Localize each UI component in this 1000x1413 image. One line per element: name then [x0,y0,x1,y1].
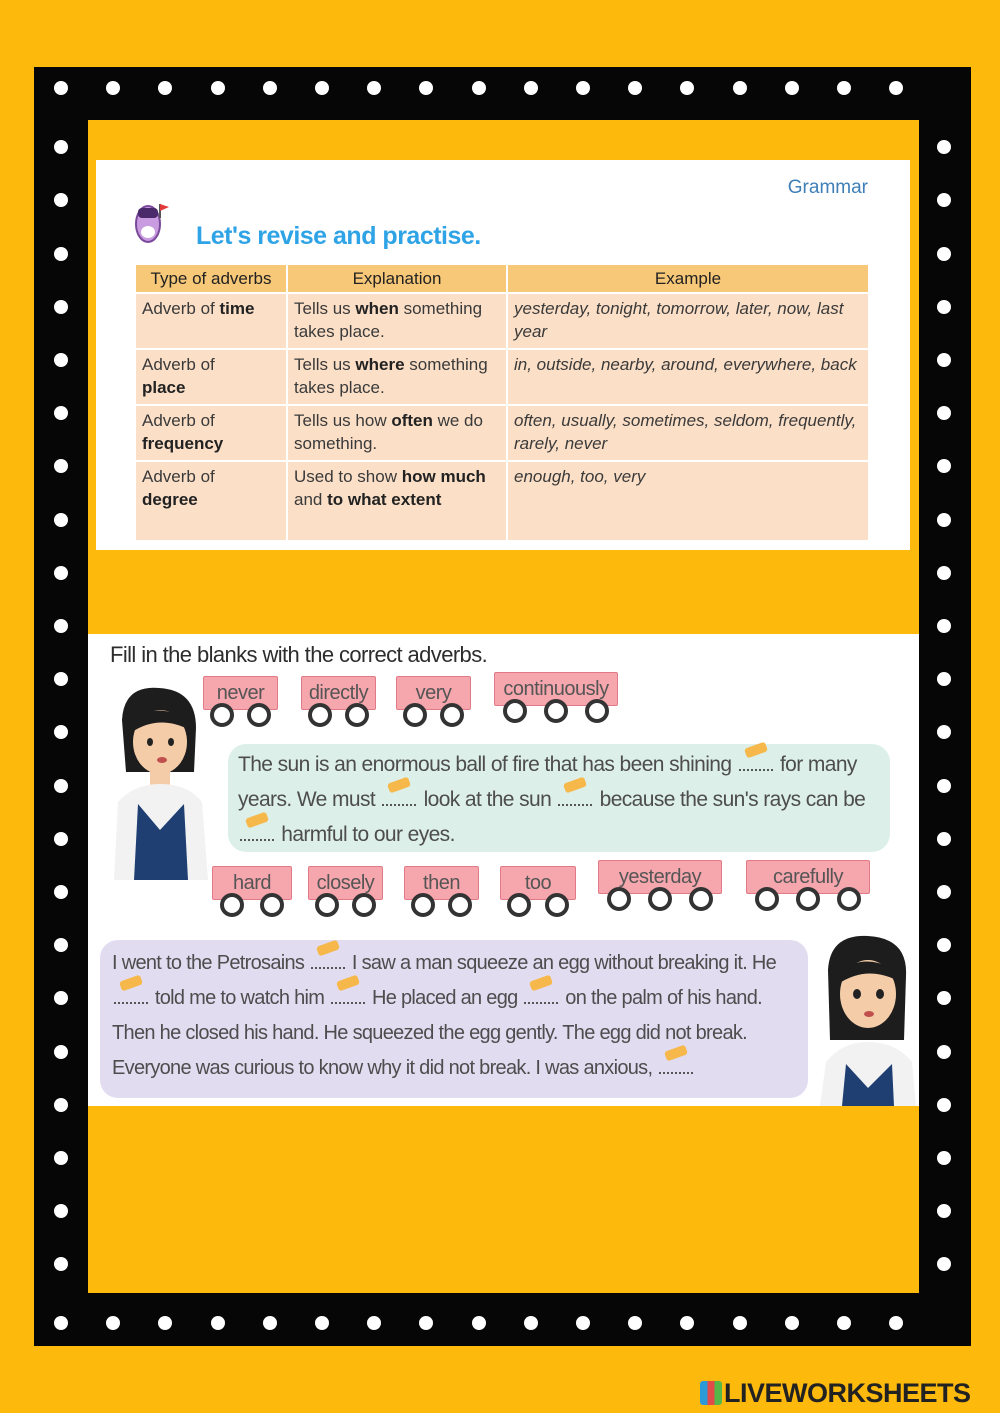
frame-dot [937,1204,951,1218]
frame-dot [889,81,903,95]
frame-dot [937,406,951,420]
liveworksheets-logo[interactable] [700,1378,971,1409]
passage-text: for many years. We must [238,753,857,811]
wheel-icon [210,703,234,727]
frame-dot [937,300,951,314]
word-wagon [746,860,870,916]
wheel-icon [352,893,376,917]
wagon-wheels [203,703,278,729]
logo-icon [700,1381,722,1405]
frame-dot [54,1316,68,1330]
passage-text: on the palm of his hand. Then he closed his hand. He squeezed the egg gently. The egg did not break. Everyone was curious to know why it did not break. I was anxious, [112,987,762,1079]
answer-blank[interactable] [739,755,773,771]
word-chip: yesterday [598,860,722,894]
frame-dot [367,1316,381,1330]
frame-dot [576,81,590,95]
wheel-icon [607,887,631,911]
frame-dot [889,1316,903,1330]
frame-dot [54,193,68,207]
frame-dot [680,81,694,95]
frame-dot [937,619,951,633]
table-row [136,462,868,540]
word-wagon [301,676,376,732]
frame-dot [158,1316,172,1330]
word-chip: continuously [494,672,618,706]
frame-dot [54,140,68,154]
wheel-icon [220,893,244,917]
answer-blank[interactable] [558,790,592,806]
frame-dot [54,991,68,1005]
answer-blank[interactable] [659,1058,693,1074]
answer-blank[interactable] [382,790,416,806]
frame-dot [576,1316,590,1330]
explanation-cell: Tells us where something takes place. [288,350,506,404]
passage-text: I went to the Petrosains [112,952,310,974]
frame-dot [54,353,68,367]
wheel-icon [260,893,284,917]
wheel-icon [544,699,568,723]
wagon-wheels [396,703,471,729]
explanation-cell: Tells us when something takes place. [288,294,506,348]
wagon-wheels [746,887,870,913]
passage-text: The sun is an enormous ball of fire that has been shining [238,753,737,776]
wheel-icon [648,887,672,911]
explanation-cell: Used to show how much and to what extent [288,462,506,540]
wheel-icon [837,887,861,911]
table-row [136,350,868,404]
frame-dot [628,81,642,95]
wagon-wheels [500,893,576,919]
frame-dot [54,300,68,314]
frame-dot [733,81,747,95]
wagon-wheels [598,887,722,913]
wheel-icon [315,893,339,917]
word-chip: never [203,676,278,710]
passage-text: because the sun's rays can be [594,788,866,811]
passage-text: told me to watch him [150,987,330,1009]
passage-text: harmful to our eyes. [276,823,455,846]
passage-text: look at the sun [418,788,557,811]
wheel-icon [440,703,464,727]
wheel-icon [345,703,369,727]
frame-dot [54,1045,68,1059]
frame-dot [937,247,951,261]
passage-text: He placed an egg [367,987,523,1009]
word-chip: carefully [746,860,870,894]
explanation-cell: Tells us how often we do something. [288,406,506,460]
frame-dot [785,81,799,95]
frame-dot [937,459,951,473]
frame-dot [54,247,68,261]
frame-dot [937,513,951,527]
table-row [136,294,868,348]
frame-dot [158,81,172,95]
frame-dot [54,1204,68,1218]
answer-blank[interactable] [331,988,365,1004]
frame-dot [524,81,538,95]
word-chip: too [500,866,576,900]
type-cell: Adverb of degree [136,462,286,540]
word-wagon [494,672,618,728]
schoolgirl-left-image [104,680,214,880]
word-wagon [203,676,278,732]
grammar-card [96,160,910,550]
frame-dot [263,1316,277,1330]
frame-dot [733,1316,747,1330]
frame-dot [837,1316,851,1330]
wagon-wheels [494,699,618,725]
frame-dot [937,1098,951,1112]
wheel-icon [796,887,820,911]
answer-blank[interactable] [311,953,345,969]
frame-dot [837,81,851,95]
wheel-icon [403,703,427,727]
frame-dot [106,1316,120,1330]
frame-dot [54,1098,68,1112]
frame-dot [472,81,486,95]
adverb-table [134,263,870,542]
frame-dot [937,779,951,793]
section-label: Grammar [787,177,868,198]
col-header-explanation: Explanation [288,265,506,292]
wagon-wheels [301,703,376,729]
frame-dot [524,1316,538,1330]
answer-blank[interactable] [114,988,148,1004]
example-cell: in, outside, nearby, around, everywhere, back [508,350,868,404]
wagon-wheels [212,893,292,919]
word-wagon [500,866,576,922]
exercise-card [88,634,919,1106]
type-cell: Adverb of place [136,350,286,404]
frame-dot [628,1316,642,1330]
frame-dot [211,81,225,95]
frame-dot [937,1045,951,1059]
passage-text: I saw a man squeeze an egg without breaking it. He [347,952,777,974]
word-chip: directly [301,676,376,710]
frame-dot [54,725,68,739]
word-wagon [396,676,471,732]
frame-dot [367,81,381,95]
wheel-icon [503,699,527,723]
wagon-wheels [404,893,479,919]
frame-dot [54,566,68,580]
frame-dot [937,885,951,899]
wheel-icon [507,893,531,917]
table-header-row [136,265,868,292]
word-chip: hard [212,866,292,900]
frame-dot [937,566,951,580]
frame-dot [937,991,951,1005]
frame-dot [937,832,951,846]
page-heading: Let's revise and practise. [196,222,481,250]
word-wagon [598,860,722,916]
wheel-icon [411,893,435,917]
frame-dot [54,938,68,952]
frame-dot [54,459,68,473]
frame-dot [54,1257,68,1271]
robot-mascot-icon [134,190,170,246]
type-cell: Adverb of time [136,294,286,348]
frame-dot [54,832,68,846]
wheel-icon [308,703,332,727]
frame-dot [315,81,329,95]
wheel-icon [448,893,472,917]
wheel-icon [545,893,569,917]
answer-blank[interactable] [524,988,558,1004]
frame-dot [54,81,68,95]
word-wagon [308,866,383,922]
frame-dot [315,1316,329,1330]
wheel-icon [755,887,779,911]
frame-dot [263,81,277,95]
frame-dot [54,1151,68,1165]
frame-dot [472,1316,486,1330]
frame-dot [937,938,951,952]
col-header-type: Type of adverbs [136,265,286,292]
frame-dot [785,1316,799,1330]
wheel-icon [247,703,271,727]
answer-blank[interactable] [240,825,274,841]
word-chip: closely [308,866,383,900]
schoolgirl-right-image [812,930,919,1106]
frame-dot [937,193,951,207]
frame-dot [211,1316,225,1330]
frame-dot [937,672,951,686]
frame-dot [54,619,68,633]
brand-name: LIVEWORKSHEETS [724,1378,971,1408]
example-cell: often, usually, sometimes, seldom, frequently, rarely, never [508,406,868,460]
frame-dot [54,672,68,686]
speech-bubble-2 [100,940,808,1098]
frame-dot [54,779,68,793]
table-row [136,406,868,460]
frame-dot [419,81,433,95]
frame-dot [937,725,951,739]
word-wagon [404,866,479,922]
frame-dot [937,140,951,154]
frame-dot [54,885,68,899]
type-cell: Adverb of frequency [136,406,286,460]
example-cell: enough, too, very [508,462,868,540]
frame-dot [680,1316,694,1330]
word-chip: then [404,866,479,900]
frame-dot [937,1257,951,1271]
wagon-wheels [308,893,383,919]
wheel-icon [585,699,609,723]
word-chip: very [396,676,471,710]
frame-dot [419,1316,433,1330]
example-cell: yesterday, tonight, tomorrow, later, now, last year [508,294,868,348]
frame-dot [106,81,120,95]
frame-dot [54,513,68,527]
frame-dot [54,406,68,420]
frame-dot [937,1151,951,1165]
word-wagon [212,866,292,922]
exercise-instruction: Fill in the blanks with the correct adverbs. [110,642,488,667]
wheel-icon [689,887,713,911]
col-header-example: Example [508,265,868,292]
frame-dot [937,353,951,367]
speech-bubble-1 [228,744,890,852]
